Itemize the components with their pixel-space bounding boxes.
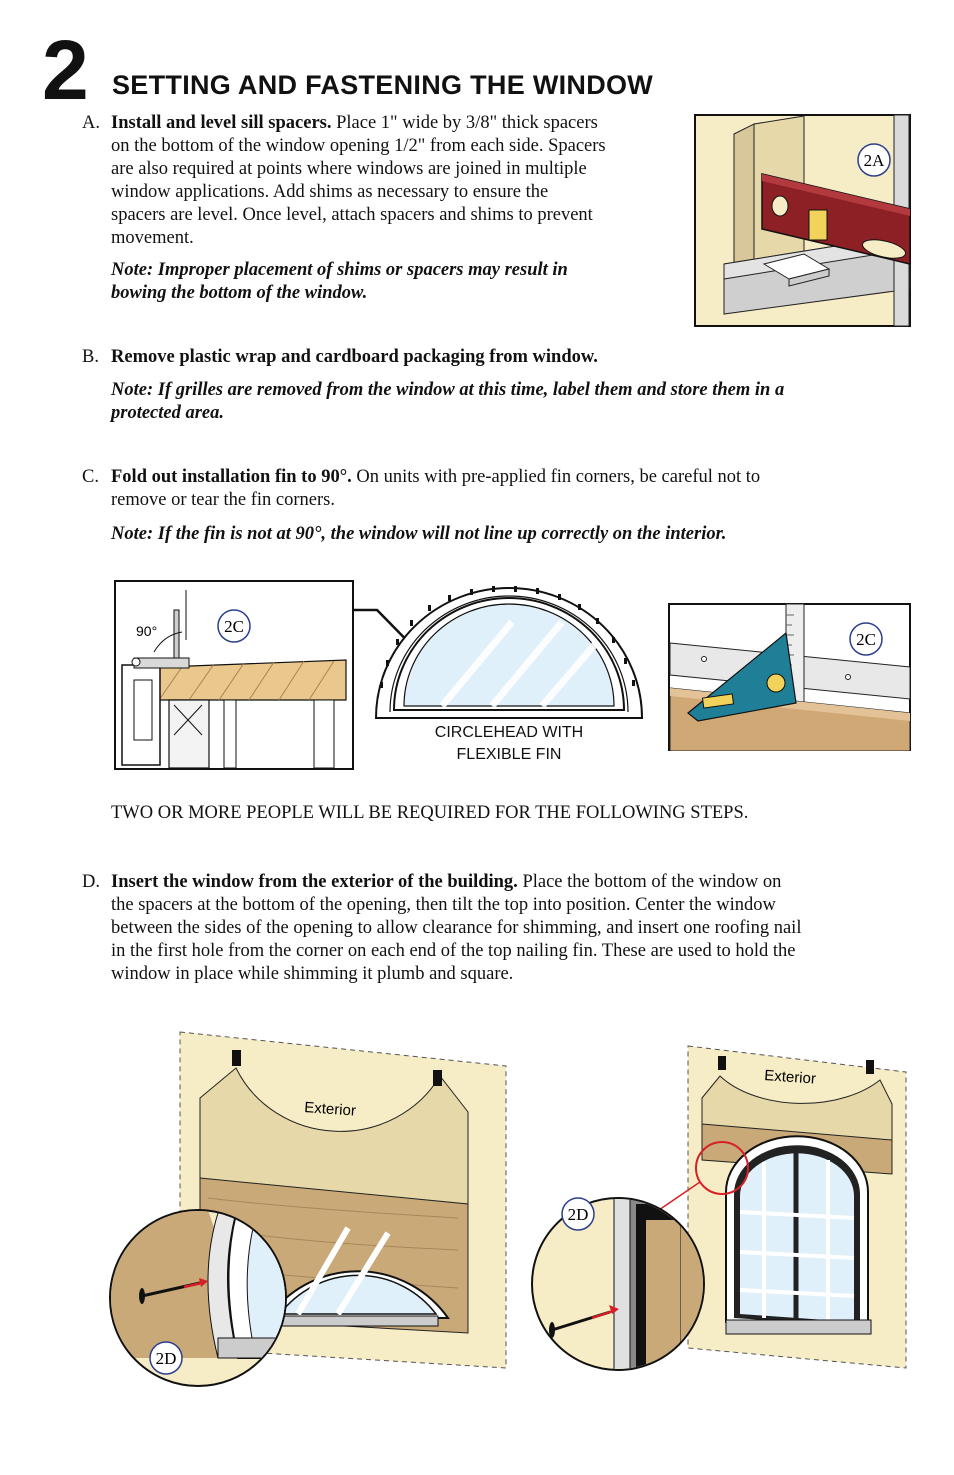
- step-c-letter: C.: [82, 467, 99, 487]
- step-a-line2: on the bottom of the window opening 1/2" from each side. Spacers: [111, 136, 606, 156]
- step-d-line3: between the sides of the opening to allow clearance for shimming, and insert one roofing nail: [111, 918, 802, 938]
- step-a-note-line2: bowing the bottom of the window.: [111, 283, 368, 303]
- step-d-line2: the spacers at the bottom of the opening, then tilt the top into position. Center the window: [111, 895, 776, 915]
- figure-2c-square: [668, 603, 911, 751]
- figure-2c-caption-line1: CIRCLEHEAD WITH: [434, 724, 584, 741]
- step-a-letter: A.: [82, 113, 100, 133]
- figure-2d-left-label: 2D: [155, 1349, 177, 1368]
- step-b-note: [111, 379, 911, 425]
- step-a-note-line1: Note: Improper placement of shims or spacers may result in: [111, 260, 568, 280]
- step-c-note: Note: If the fin is not at 90°, the window will not line up correctly on the interior.: [111, 524, 727, 544]
- figure-2c-fin-section: [114, 580, 354, 770]
- step-d-text: [111, 871, 911, 986]
- section-title: SETTING AND FASTENING THE WINDOW: [112, 70, 654, 100]
- figure-2d-right-wall-label: Exterior: [763, 1067, 817, 1088]
- figure-2c-caption-line2: FLEXIBLE FIN: [456, 746, 562, 763]
- step-b-note-line2: protected area.: [111, 403, 225, 423]
- figure-2c-caption: [404, 722, 614, 766]
- figure-2a-label: 2A: [863, 151, 885, 170]
- step-c-bold: Fold out installation fin to 90°.: [111, 467, 352, 487]
- step-d-line5: window in place while shimming it plumb and square.: [111, 964, 514, 984]
- step-c-text: [111, 466, 911, 512]
- step-a-text: [111, 112, 681, 250]
- figure-2d-left-wall-label: Exterior: [303, 1099, 357, 1120]
- step-a-line1: Place 1" wide by 3/8" thick spacers: [331, 113, 598, 133]
- figure-2a: [694, 114, 911, 327]
- step-d-line4: in the first hole from the corner on each end of the top nailing fin. These are used to hold the: [111, 941, 796, 961]
- step-a-line6: movement.: [111, 228, 194, 248]
- step-b-letter: B.: [82, 347, 99, 367]
- step-d-line1: Place the bottom of the window on: [517, 872, 782, 892]
- figure-2d-left: [108, 1028, 508, 1388]
- figure-2c-left-label: 2C: [224, 617, 244, 636]
- step-b-bold: Remove plastic wrap and cardboard packaging from window.: [111, 347, 598, 367]
- step-a-note: [111, 259, 681, 305]
- step-d-bold: Insert the window from the exterior of the building.: [111, 872, 518, 892]
- figure-2d-right-label: 2D: [567, 1205, 589, 1224]
- notice-two-people: TWO OR MORE PEOPLE WILL BE REQUIRED FOR THE FOLLOWING STEPS.: [111, 803, 749, 823]
- step-c-line1: On units with pre-applied fin corners, be careful not to: [351, 467, 761, 487]
- step-c-line2: remove or tear the fin corners.: [111, 490, 335, 510]
- step-number: 2: [42, 23, 87, 117]
- figure-2c-angle-label: 90°: [136, 623, 158, 639]
- step-d-letter: D.: [82, 872, 100, 892]
- step-a-line4: window applications. Add shims as necessary to ensure the: [111, 182, 549, 202]
- step-b-note-line1: Note: If grilles are removed from the window at this time, label them and store them in a: [111, 380, 785, 400]
- figure-2c-right-label: 2C: [856, 630, 876, 649]
- step-a-line3: are also required at points where windows are joined in multiple: [111, 159, 587, 179]
- step-a-bold: Install and level sill spacers.: [111, 113, 332, 133]
- figure-2c-circlehead: [372, 582, 646, 722]
- step-b-text: [111, 346, 598, 369]
- figure-2d-right: [530, 1042, 910, 1392]
- step-a-line5: spacers are level. Once level, attach spacers and shims to prevent: [111, 205, 593, 225]
